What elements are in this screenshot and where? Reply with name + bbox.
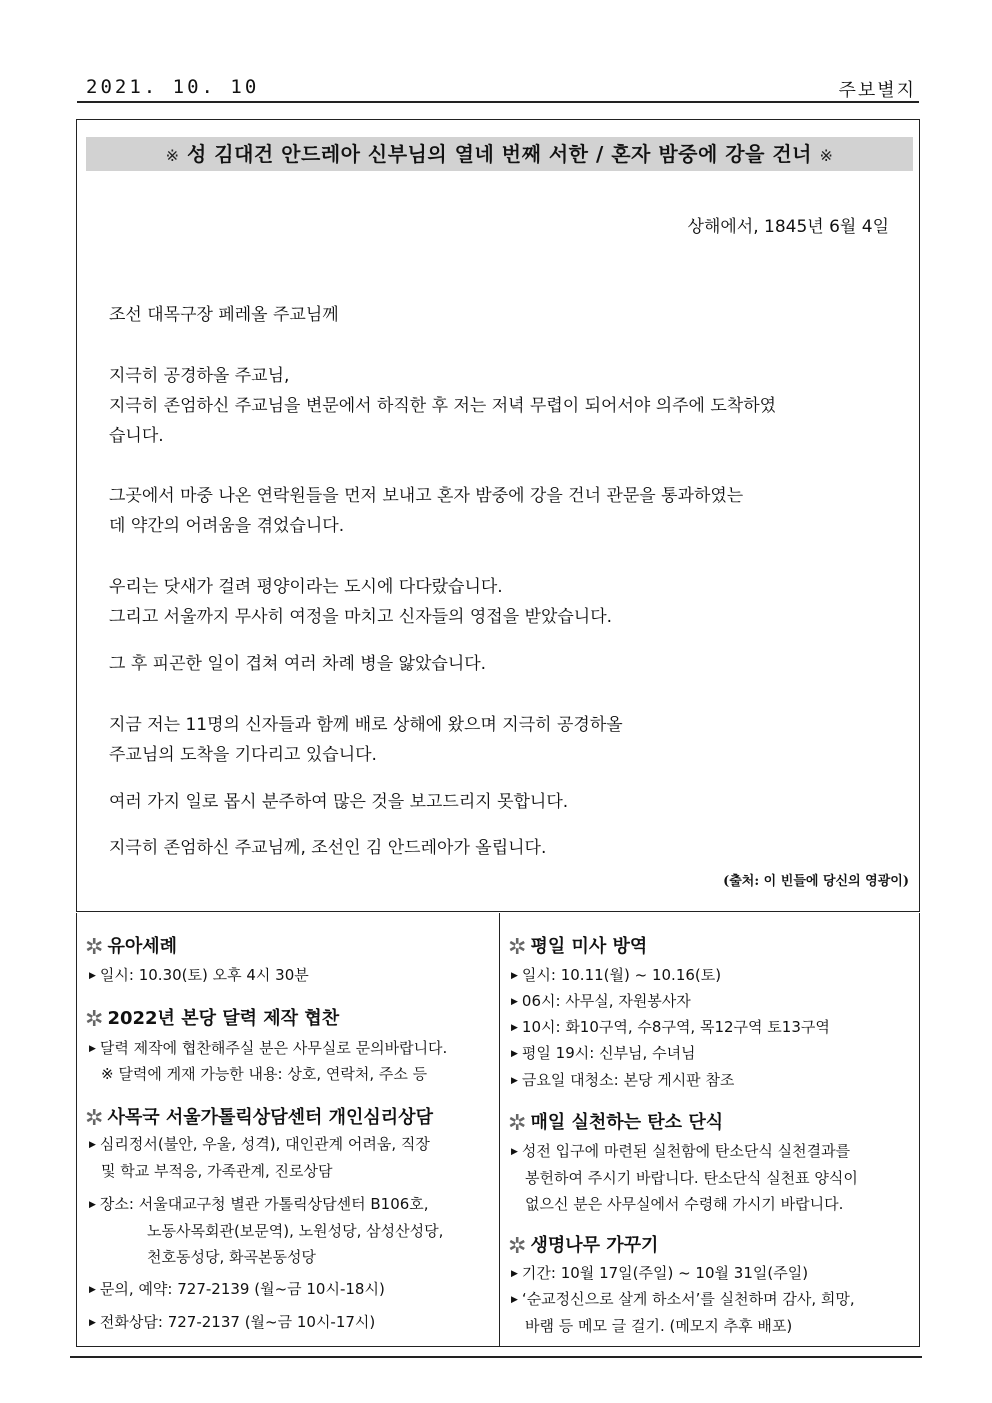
list-item: ▶ 달력 제작에 협찬해주실 분은 사무실로 문의바랍니다.	[89, 1035, 447, 1062]
calendar-note: ※ 달력에 게재 가능한 내용: 상호, 연락처, 주소 등	[101, 1065, 428, 1083]
snowflake-asterisk-icon: ✲	[85, 1007, 104, 1032]
list-item: ▶ 10시: 화10구역, 수8구역, 목12구역 토13구역	[511, 1014, 830, 1041]
triangle-bullet-icon: ▶	[89, 1200, 96, 1210]
triangle-bullet-icon: ▶	[511, 1023, 518, 1033]
section-counseling-title: ✲ 사목국 서울가톨릭상담센터 개인심리상담	[85, 1106, 433, 1131]
letter-box	[76, 119, 920, 912]
snowflake-asterisk-icon: ✲	[508, 1111, 527, 1136]
list-item: ▶ 장소: 서울대교구청 별관 가톨릭상담센터 B106호, 노동사목회관(보문역), 노원성당, 삼성산성당, 천호동성당, 화곡본동성당	[89, 1191, 443, 1270]
letter-line: 지금 저는 11명의 신자들과 함께 배로 상해에 왔으며 지극히 공경하올	[109, 715, 623, 735]
letter-source: (출처: 이 빈들에 당신의 영광이)	[723, 874, 909, 889]
bulletin-title: 주보별지	[838, 80, 916, 101]
section-disinfection-title: ✲ 평일 미사 방역	[508, 935, 648, 960]
triangle-bullet-icon: ▶	[89, 1285, 96, 1295]
section-carbon-fast-title: ✲ 매일 실천하는 탄소 단식	[508, 1111, 724, 1136]
letter-line: 지극히 공경하올 주교님,	[109, 366, 290, 386]
triangle-bullet-icon: ▶	[89, 971, 96, 981]
letter-title-bar	[86, 137, 913, 171]
section-tree-title: ✲ 생명나무 가꾸기	[508, 1234, 659, 1259]
letter-line: 지극히 존엄하신 주교님을 변문에서 하직한 후 저는 저녁 무렵이 되어서야 의주에 도착하였	[109, 396, 777, 416]
letter-paragraph-3	[109, 572, 891, 632]
list-item: ▶ 기간: 10월 17일(주일) ~ 10월 31일(주일)	[511, 1260, 808, 1287]
letter-line: 그리고 서울까지 무사히 여정을 마치고 신자들의 영접을 받았습니다.	[109, 607, 613, 627]
bulletin-date: 2021. 10. 10	[86, 76, 260, 98]
footer-divider	[70, 1356, 922, 1358]
list-item: ▶ 일시: 10.30(토) 오후 4시 30분	[89, 962, 309, 989]
triangle-bullet-icon: ▶	[89, 1318, 96, 1328]
letter-paragraph-2	[109, 481, 891, 541]
letter-paragraph-4: 그 후 피곤한 일이 겹쳐 여러 차례 병을 앓았습니다.	[109, 654, 487, 674]
snowflake-asterisk-icon: ✲	[508, 1234, 527, 1259]
letter-paragraph-5	[109, 710, 891, 770]
triangle-bullet-icon: ▶	[511, 971, 518, 981]
asterisk-icon: ※	[165, 146, 180, 165]
letter-closing: 지극히 존엄하신 주교님께, 조선인 김 안드레아가 올립니다.	[109, 838, 547, 858]
letter-salutation: 조선 대목구장 페레올 주교님께	[109, 305, 339, 325]
notices-box	[76, 913, 920, 1347]
list-item: ▶ 성전 입구에 마련된 실천함에 탄소단식 실천결과를 봉헌하여 주시기 바랍니다. 탄소단식 실천표 양식이 없으신 분은 사무실에서 수령해 가시기 바랍니다.	[511, 1138, 858, 1217]
letter-paragraph-1	[109, 361, 891, 451]
letter-line: 주교님의 도착을 기다리고 있습니다.	[109, 745, 377, 765]
list-item: ▶ 평일 19시: 신부님, 수녀님	[511, 1040, 696, 1067]
letter-line: 데 약간의 어려움을 겪었습니다.	[109, 516, 345, 536]
triangle-bullet-icon: ▶	[511, 1049, 518, 1059]
section-baptism-title: ✲ 유아세례	[85, 935, 177, 960]
letter-paragraph-6: 여러 가지 일로 몹시 분주하여 많은 것을 보고드리지 못합니다.	[109, 792, 569, 812]
triangle-bullet-icon: ▶	[511, 997, 518, 1007]
list-item: ▶ 일시: 10.11(월) ~ 10.16(토)	[511, 962, 721, 989]
letter-title: 성 김대건 안드레아 신부님의 열네 번째 서한 / 혼자 밤중에 강을 건너	[186, 142, 813, 166]
triangle-bullet-icon: ▶	[89, 1044, 96, 1054]
triangle-bullet-icon: ▶	[89, 1140, 96, 1150]
triangle-bullet-icon: ▶	[511, 1076, 518, 1086]
triangle-bullet-icon: ▶	[511, 1147, 518, 1157]
letter-place-date: 상해에서, 1845년 6월 4일	[687, 217, 889, 237]
header-divider	[77, 101, 919, 103]
letter-line: 그곳에서 마중 나온 연락원들을 먼저 보내고 혼자 밤중에 강을 건너 관문을 통과하였는	[109, 486, 744, 506]
section-calendar-title: ✲ 2022년 본당 달력 제작 협찬	[85, 1007, 340, 1032]
triangle-bullet-icon: ▶	[511, 1269, 518, 1279]
asterisk-icon: ※	[819, 146, 834, 165]
list-item: ▶ 전화상담: 727-2137 (월~금 10시-17시)	[89, 1309, 375, 1336]
letter-line: 습니다.	[109, 426, 164, 446]
triangle-bullet-icon: ▶	[511, 1295, 518, 1305]
snowflake-asterisk-icon: ✲	[85, 935, 104, 960]
list-item: ▶ 금요일 대청소: 본당 게시판 참조	[511, 1067, 734, 1094]
column-divider	[499, 913, 500, 1346]
list-item: ▶ 06시: 사무실, 자원봉사자	[511, 988, 691, 1015]
letter-line: 우리는 닷새가 걸려 평양이라는 도시에 다다랐습니다.	[109, 577, 503, 597]
list-item: ▶ 문의, 예약: 727-2139 (월~금 10시-18시)	[89, 1276, 385, 1303]
list-item: ▶ 심리정서(불안, 우울, 성격), 대인관계 어려움, 직장 및 학교 부적응, 가족관계, 진로상담	[89, 1131, 430, 1184]
snowflake-asterisk-icon: ✲	[508, 935, 527, 960]
list-item: ▶ ‘순교정신으로 살게 하소서’를 실천하며 감사, 희망, 바램 등 메모 글 걸기. (메모지 추후 배포)	[511, 1286, 855, 1339]
snowflake-asterisk-icon: ✲	[85, 1106, 104, 1131]
